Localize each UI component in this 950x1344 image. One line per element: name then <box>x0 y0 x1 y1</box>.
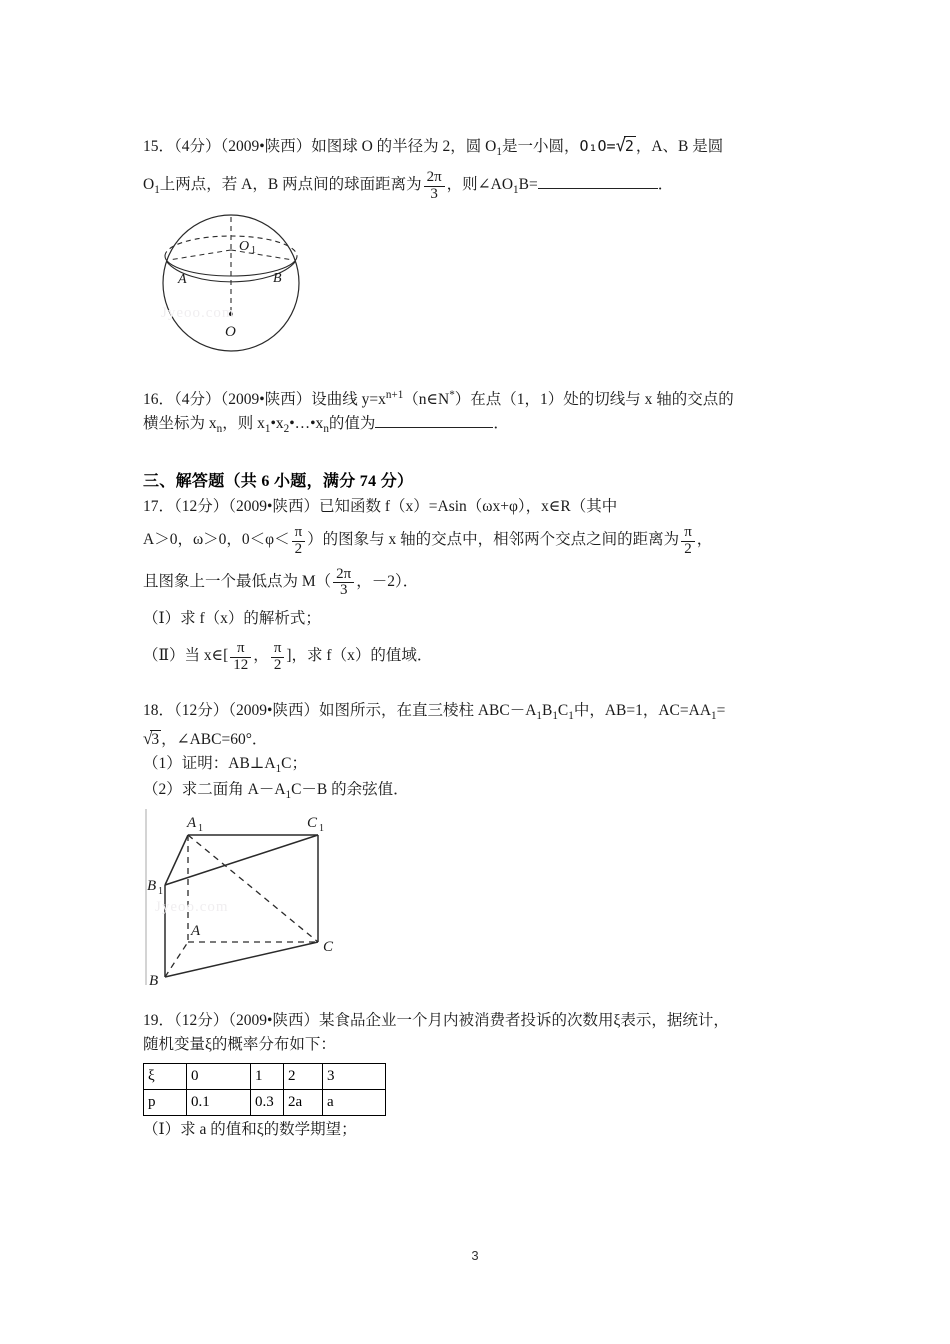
svg-text:1: 1 <box>158 885 163 897</box>
question-16 <box>143 387 815 439</box>
cell-xi-0: 0 <box>187 1063 251 1089</box>
q17-p2-a: （Ⅱ）当 x∈[ <box>143 647 229 665</box>
fraction-pi-over-2-a: $\frac{\pi}{2}$ <box>292 525 306 558</box>
q18-p2-sub: 1 <box>285 789 292 802</box>
q18-text-a: 如图所示，在直三棱柱 ABC－A <box>318 702 537 720</box>
section-3-heading: 三、解答题（共 6 小题，满分 74 分） <box>143 473 414 491</box>
question-19-line-1 <box>143 1009 815 1033</box>
svg-text:B: B <box>273 270 282 286</box>
answer-blank-16[interactable] <box>375 413 493 428</box>
question-15-figure <box>143 210 815 365</box>
question-19-line-2: 随机变量ξ的概率分布如下： <box>143 1035 336 1053</box>
question-18-part-1 <box>143 752 815 778</box>
q15-text-a: 如图球 O 的半径为 2，圆 O <box>311 138 497 155</box>
svg-text:C: C <box>307 814 318 831</box>
question-19 <box>143 1009 815 1142</box>
watermark-text: Jyeoo.com <box>161 304 235 321</box>
q15-text-c: ，A、B 是圆 <box>635 138 724 155</box>
q15-l2-a: O <box>143 176 155 194</box>
q16-l2-e: 的值为 <box>328 414 376 432</box>
q18-source: （2009•陕西） <box>228 702 319 720</box>
probability-distribution-table <box>143 1063 386 1116</box>
svg-text:O: O <box>239 238 250 254</box>
q15-l2-sub: 1 <box>154 184 160 197</box>
fraction-2pi-over-3: $\frac{2\pi}{3}$ <box>424 170 445 203</box>
question-15-line-1 <box>143 128 815 165</box>
q18-s3: 1 <box>568 710 574 723</box>
svg-text:B: B <box>147 877 157 894</box>
q17-l3-b: ，－2）． <box>356 573 419 591</box>
q15-l2-c: ，则∠AO <box>446 176 514 194</box>
q15-text-b: 是一小圆， <box>501 138 580 155</box>
q15-l2-b: 上两点，若 A，B 两点间的球面距离为 <box>159 176 422 194</box>
q15-formula: O₁O=√2 <box>579 137 635 155</box>
cell-xi-3: 3 <box>323 1063 386 1089</box>
q18-text-d: 中，AB=1，AC=AA <box>573 702 712 720</box>
cell-p-0: 0.1 <box>187 1089 251 1115</box>
svg-text:C: C <box>323 938 334 955</box>
q15-number: 15． <box>143 138 175 155</box>
q17-p2-c: ]，求 f（x）的值域． <box>286 647 433 665</box>
page-content <box>143 128 815 1142</box>
sphere-small-circle-diagram <box>143 210 333 360</box>
question-17 <box>143 495 815 677</box>
q19-text-a: 某食品企业一个月内被消费者投诉的次数用ξ表示，据统计， <box>318 1011 729 1029</box>
question-19-part-1: （Ⅰ）求 a 的值和ξ的数学期望； <box>143 1120 357 1138</box>
cell-p-label: p <box>144 1089 187 1115</box>
q18-text-e: = <box>716 702 726 720</box>
question-18-line-2 <box>143 726 815 752</box>
fraction-2pi-over-3-b: $\frac{2\pi}{3}$ <box>333 567 354 600</box>
q15-sub-a: 1 <box>496 146 502 159</box>
q16-l2-d: •…•x <box>289 414 324 432</box>
svg-text:B: B <box>149 972 159 989</box>
question-18 <box>143 699 815 804</box>
q16-star: * <box>449 388 455 401</box>
sqrt-icon-3: √3 <box>143 728 160 748</box>
question-15-line-2 <box>143 165 815 205</box>
question-18-figure <box>143 807 815 997</box>
question-18-part-2 <box>143 778 815 804</box>
q18-p1-sub: 1 <box>275 763 282 776</box>
q17-l2-b: ）的图象与 x 轴的交点中，相邻两个交点之间的距离为 <box>307 531 680 549</box>
svg-text:O: O <box>225 323 236 340</box>
cell-xi-1: 1 <box>251 1063 284 1089</box>
q16-number: 16． <box>143 390 175 408</box>
q16-l2-b: ，则 x <box>222 414 265 432</box>
q18-s1: 1 <box>536 710 542 723</box>
q16-points: （4分） <box>174 390 221 408</box>
q16-l2-a: 横坐标为 x <box>143 414 217 432</box>
question-16-line-1 <box>143 387 815 412</box>
q16-text-a: 设曲线 y=x <box>311 390 386 408</box>
q16-text-c: ）在点（1，1）处的切线与 x 轴的交点的 <box>454 390 734 408</box>
q16-l2-f: ． <box>493 414 509 432</box>
q15-points: （4分） <box>174 138 221 155</box>
q16-text-b: （n∈N <box>403 390 450 408</box>
q17-l2-c: ， <box>696 531 713 549</box>
q18-text-c: C <box>557 702 569 720</box>
q15-source: （2009•陕西） <box>220 138 312 155</box>
svg-text:1: 1 <box>198 822 203 834</box>
q18-p1-b: C； <box>281 755 307 773</box>
cell-p-3: a <box>323 1089 386 1115</box>
cell-p-2: 2a <box>284 1089 323 1115</box>
q17-points: （12分） <box>174 498 229 516</box>
q18-l2-a: ，∠ABC=60°． <box>161 730 268 748</box>
watermark-text-2: Jyeoo.com <box>155 898 229 915</box>
answer-blank-15[interactable] <box>538 174 658 189</box>
q17-source: （2009•陕西） <box>228 498 319 516</box>
q16-exponent: n+1 <box>385 388 404 401</box>
question-17-line-2 <box>143 519 815 561</box>
svg-text:1: 1 <box>251 244 256 256</box>
q16-l2-sub3: 2 <box>283 422 290 435</box>
svg-text:A: A <box>178 271 187 287</box>
q17-p2-b: ， <box>253 647 269 665</box>
q18-number: 18． <box>143 702 175 720</box>
svg-text:A: A <box>191 922 201 939</box>
svg-text:1: 1 <box>319 822 324 834</box>
page-number: 3 <box>471 1248 479 1263</box>
q17-text-a: 已知函数 f（x）=Asin（ωx+φ），x∈R（其中 <box>318 498 618 516</box>
q18-p2-b: C－B 的余弦值． <box>291 781 409 799</box>
q16-l2-sub2: 1 <box>264 422 271 435</box>
q18-text-b: B <box>542 702 553 720</box>
q15-l2-d: B= <box>518 176 538 194</box>
q18-s4: 1 <box>711 710 717 723</box>
q19-source: （2009•陕西） <box>228 1011 319 1029</box>
question-15 <box>143 128 815 206</box>
question-18-line-1 <box>143 699 815 725</box>
q16-l2-sub4: n <box>323 422 329 435</box>
question-16-line-2 <box>143 412 815 438</box>
q15-l2-e: ． <box>657 176 674 194</box>
q18-p2-a: （2）求二面角 A－A <box>143 781 286 799</box>
q17-l2-a: A＞0，ω＞0，0＜φ＜ <box>143 531 290 549</box>
cell-p-1: 0.3 <box>251 1089 284 1115</box>
question-17-line-1 <box>143 495 815 519</box>
q18-s2: 1 <box>552 710 558 723</box>
q18-p1-a: （1）证明：AB⊥A <box>143 755 276 773</box>
q18-points: （12分） <box>174 702 229 720</box>
q19-points: （12分） <box>174 1011 229 1029</box>
svg-text:A: A <box>187 814 197 831</box>
triangular-prism-diagram <box>143 807 353 992</box>
q16-l2-c: •x <box>270 414 284 432</box>
fraction-pi-over-12: $\frac{\pi}{12}$ <box>230 641 251 674</box>
table-row-xi <box>144 1063 386 1089</box>
question-17-part-2 <box>143 635 815 677</box>
q16-l2-sub: n <box>216 422 223 435</box>
q17-l3-a: 且图象上一个最低点为 M（ <box>143 573 332 591</box>
q16-source: （2009•陕西） <box>220 390 312 408</box>
q19-number: 19． <box>143 1011 175 1029</box>
table-row-p <box>144 1089 386 1115</box>
q15-l2-sub2: 1 <box>513 184 519 197</box>
sqrt-icon: √2 <box>615 136 634 156</box>
fraction-pi-over-2-b: $\frac{\pi}{2}$ <box>681 525 695 558</box>
fraction-pi-over-2-c: $\frac{\pi}{2}$ <box>271 641 285 674</box>
cell-xi-label: ξ <box>144 1063 187 1089</box>
question-17-line-3 <box>143 561 815 603</box>
question-17-part-1: （Ⅰ）求 f（x）的解析式； <box>143 609 321 627</box>
cell-xi-2: 2 <box>284 1063 323 1089</box>
q17-number: 17． <box>143 498 175 516</box>
